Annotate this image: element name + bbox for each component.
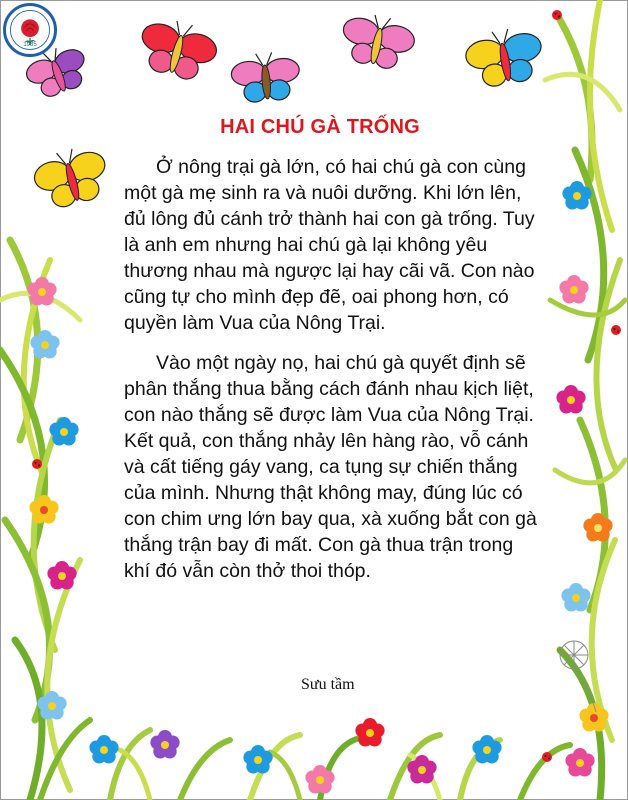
red-butterfly-icon [134, 13, 221, 85]
story-paragraph: Ở nông trại gà lớn, có hai chú gà con cùng một gà mẹ sinh ra và nuôi dưỡng. Khi lớn lên, đủ lông đủ cánh trở thành hai con gà trống. Tuy là anh em nhưng hai chú gà lại không yêu thương nhau mà ngược lại hay cãi vã. Con nào cũng tự cho mình đẹp đẽ, oai phong hơn, có quyền làm Vua của Nông Trại. [124, 156, 535, 334]
blue-flower-icon [89, 735, 118, 764]
purple-flower-icon [150, 730, 179, 759]
pink-flower-icon [27, 277, 56, 306]
magenta-flower-icon [556, 385, 585, 414]
source-credit: Sưu tầm [301, 676, 355, 693]
pink-blue-butterfly-icon [230, 50, 302, 104]
ladybug-icon [32, 459, 42, 469]
red-flower-icon [355, 718, 384, 747]
blue-flower-icon [561, 583, 590, 612]
yellow-flower-icon [29, 495, 58, 524]
pink-flower-icon [559, 275, 588, 304]
ladybug-icon [552, 10, 562, 20]
school-logo [3, 3, 57, 57]
pink-flower-icon [565, 748, 594, 777]
ladybug-icon [611, 325, 621, 335]
story-paragraph: Vào một ngày nọ, hai chú gà quyết định sẽ phân thắng thua bằng cách đánh nhau kịch liệt, con nào thắng sẽ được làm Vua của Nông Trại. Kết quả, con thắng nhảy lên hàng rào, vỗ cánh và cất tiếng gáy vang, ca tụng sự chiến thắng của mình. Nhưng thật không may, đúng lúc có con chim ưng lớn bay qua, xà xuống bắt con gà thắng trận bay đi mất. Con gà thua trận trong khí đó vẫn còn thở thoi thóp. [124, 352, 537, 582]
ladybug-icon [542, 752, 552, 762]
magenta-flower-icon [47, 561, 76, 590]
pink-yellow-butterfly-icon [337, 9, 418, 73]
blue-flower-icon [243, 745, 272, 774]
blue-yellow-butterfly-icon [462, 24, 546, 90]
story-body [124, 154, 540, 598]
story-title: HAI CHÚ GÀ TRỐNG [220, 116, 420, 138]
logo-year: 1985 [23, 42, 37, 48]
yellow-flower-icon [579, 703, 608, 732]
yellow-butterfly-icon [29, 142, 113, 213]
blue-flower-icon [49, 417, 78, 446]
